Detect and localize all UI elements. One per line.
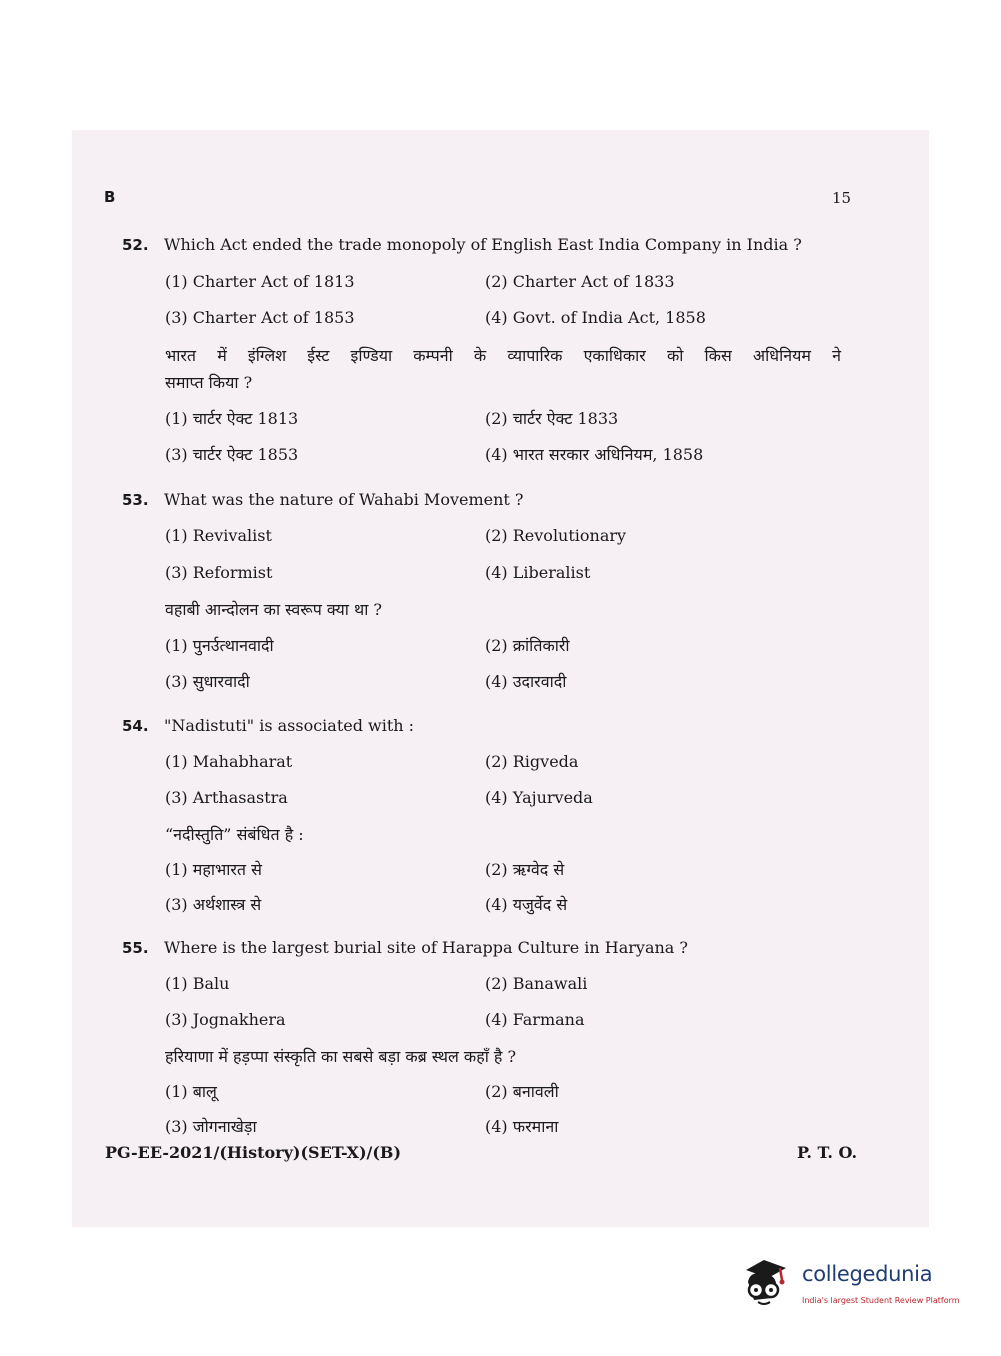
- collegedunia-logo: [742, 1256, 982, 1320]
- option-hi: (1) चार्टर ऐक्ट 1813: [165, 409, 299, 428]
- question-number: 54.: [122, 717, 149, 735]
- option-hi: (1) महाभारत से: [165, 860, 262, 879]
- question-55-en: [122, 938, 688, 957]
- option-en: (4) Govt. of India Act, 1858: [485, 308, 706, 327]
- option-en: (2) Rigveda: [485, 752, 579, 771]
- set-letter: B: [104, 188, 116, 206]
- question-54-en: [122, 716, 414, 735]
- question-53-hi: वहाबी आन्दोलन का स्वरूप क्या था ?: [165, 600, 382, 619]
- option-en: (1) Balu: [165, 974, 230, 993]
- option-hi: (4) उदारवादी: [485, 672, 567, 691]
- option-en: (2) Charter Act of 1833: [485, 272, 675, 291]
- paper-code: PG-EE-2021/(History)(SET-X)/(B): [105, 1143, 402, 1162]
- option-hi: (3) अर्थशास्त्र से: [165, 895, 262, 914]
- question-text: "Nadistuti" is associated with :: [164, 716, 415, 735]
- question-52-hi-line2: समाप्त किया ?: [165, 373, 253, 392]
- option-hi: (2) चार्टर ऐक्ट 1833: [485, 409, 619, 428]
- option-en: (3) Charter Act of 1853: [165, 308, 355, 327]
- option-en: (3) Jognakhera: [165, 1010, 286, 1029]
- brand-name: collegedunia: [802, 1262, 933, 1286]
- option-en: (4) Liberalist: [485, 563, 591, 582]
- option-en: (4) Farmana: [485, 1010, 585, 1029]
- question-number: 53.: [122, 491, 149, 509]
- question-53-en: [122, 490, 524, 509]
- option-en: (1) Mahabharat: [165, 752, 293, 771]
- option-hi: (3) जोगनाखेड़ा: [165, 1117, 257, 1136]
- option-en: (1) Charter Act of 1813: [165, 272, 355, 291]
- option-en: (2) Banawali: [485, 974, 588, 993]
- option-hi: (3) सुधारवादी: [165, 672, 250, 691]
- option-hi: (2) बनावली: [485, 1082, 559, 1101]
- option-en: (1) Revivalist: [165, 526, 272, 545]
- question-52-hi-line1: भारत में इंग्लिश ईस्ट इण्डिया कम्पनी के व्यापारिक एकाधिकार को किस अधिनियम ने: [165, 346, 841, 365]
- option-hi: (1) पुनर्उत्थानवादी: [165, 636, 274, 655]
- option-en: (3) Reformist: [165, 563, 273, 582]
- question-55-hi: हरियाणा में हड़प्पा संस्कृति का सबसे बड़ा कब्र स्थल कहाँ है ?: [165, 1047, 517, 1066]
- option-hi: (3) चार्टर ऐक्ट 1853: [165, 445, 299, 464]
- option-en: (4) Yajurveda: [485, 788, 593, 807]
- page-number: 15: [832, 189, 852, 207]
- question-text: Where is the largest burial site of Harappa Culture in Haryana ?: [164, 938, 688, 957]
- option-en: (3) Arthasastra: [165, 788, 288, 807]
- option-hi: (2) क्रांतिकारी: [485, 636, 570, 655]
- please-turn-over: P. T. O.: [797, 1143, 858, 1162]
- question-number: 52.: [122, 236, 149, 254]
- option-hi: (4) फरमाना: [485, 1117, 559, 1136]
- question-text: What was the nature of Wahabi Movement ?: [164, 490, 524, 509]
- mascot-icon: [742, 1256, 798, 1312]
- option-en: (2) Revolutionary: [485, 526, 627, 545]
- option-hi: (1) बालू: [165, 1082, 217, 1101]
- question-54-hi: “नदीस्तुति” संबंधित है :: [165, 825, 304, 844]
- option-hi: (4) यजुर्वेद से: [485, 895, 568, 914]
- question-number: 55.: [122, 939, 149, 957]
- option-hi: (2) ऋग्वेद से: [485, 860, 565, 879]
- question-52-en: [122, 235, 802, 254]
- brand-tagline: India's largest Student Review Platform: [802, 1296, 960, 1305]
- question-text: Which Act ended the trade monopoly of English East India Company in India ?: [164, 235, 802, 254]
- option-hi: (4) भारत सरकार अधिनियम, 1858: [485, 445, 704, 464]
